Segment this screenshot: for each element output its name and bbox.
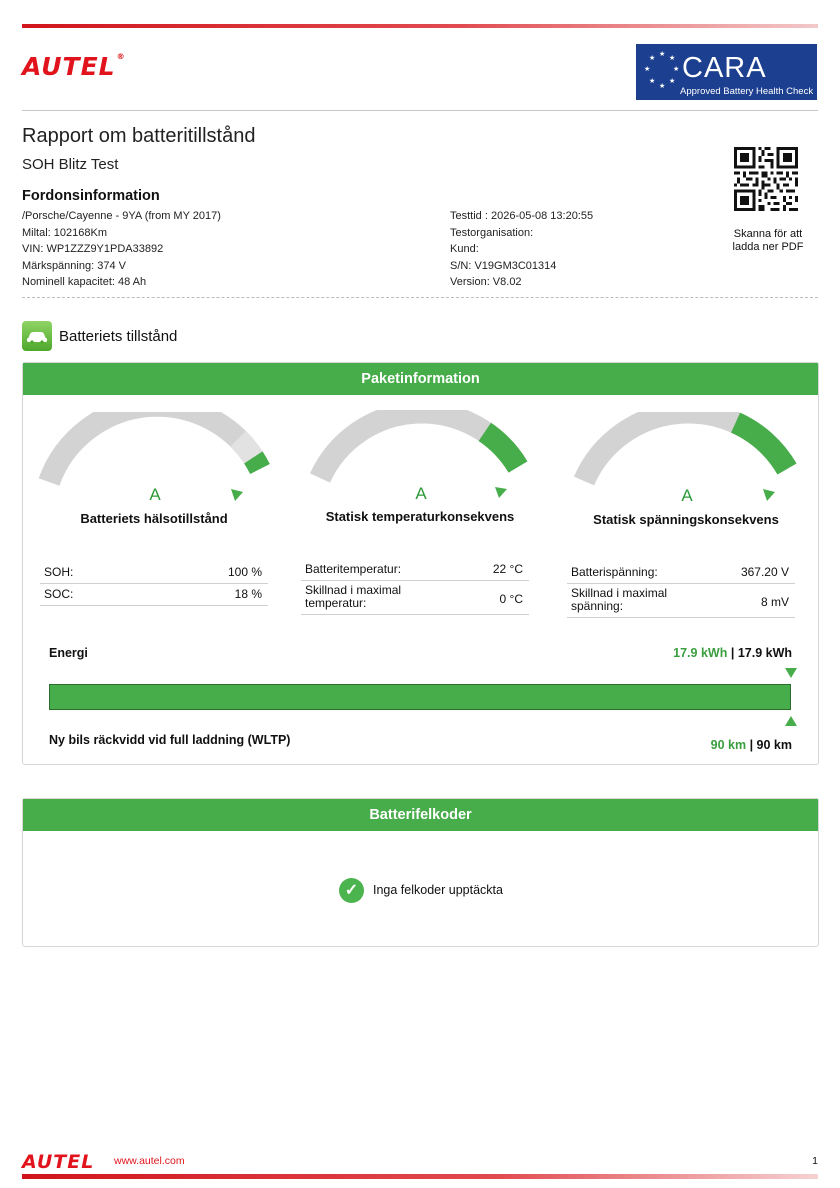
report-title: Rapport om batteritillstånd (22, 125, 256, 147)
row-key: Skillnad i maximal temperatur: (305, 583, 402, 610)
row-key: SOH: (44, 565, 74, 579)
qr-code-icon[interactable] (734, 147, 798, 211)
range-separator: | (749, 738, 754, 752)
gauge-grade-soh: A (149, 485, 161, 504)
check-circle-icon: ✓ (339, 878, 364, 903)
vehicle-vin: VIN: WP1ZZZ9Y1PDA33892 (22, 243, 164, 255)
top-accent-line (22, 24, 818, 28)
vehicle-mileage: Miltal: 102168Km (22, 226, 107, 239)
footer-url[interactable]: www.autel.com (114, 1155, 185, 1167)
table-row (567, 587, 795, 618)
test-organisation: Testorganisation: (450, 226, 534, 239)
row-value: 0 °C (499, 592, 523, 606)
vehicle-info-heading: Fordonsinformation (22, 188, 160, 204)
eu-stars-icon: ★ ★ ★ ★ ★ ★ ★ ★ (644, 51, 680, 90)
table-row (567, 565, 795, 584)
header-divider (22, 110, 818, 111)
row-key: Batterispänning: (571, 565, 658, 579)
car-battery-icon (22, 321, 52, 351)
footer-autel-logo: AUTEL (22, 1151, 95, 1173)
row-key: Skillnad i maximal spänning: (571, 586, 668, 613)
row-value: 18 % (234, 587, 262, 601)
serial-number: S/N: V19GM3C01314 (450, 259, 557, 272)
row-value: 22 °C (492, 562, 523, 576)
vehicle-rated-voltage: Märkspänning: 374 V (22, 259, 126, 272)
range-current: 90 km (710, 738, 747, 752)
row-value: 100 % (227, 565, 262, 579)
test-time: Testtid : 2026-05-08 13:20:55 (450, 210, 594, 222)
qr-caption: Skanna för att ladda ner PDF (732, 228, 804, 253)
software-version: Version: V8.02 (450, 276, 522, 288)
range-value (711, 738, 792, 752)
gauge-pointer-icon (763, 489, 775, 501)
bottom-accent-line (22, 1174, 818, 1179)
table-row (301, 562, 529, 581)
cara-title: CARA (682, 52, 767, 84)
fault-codes-header: Batterifelkoder (23, 799, 818, 831)
row-value: 367.20 V (740, 565, 789, 579)
customer: Kund: (450, 243, 479, 255)
section-divider (22, 297, 818, 298)
energy-bar-fill (50, 685, 790, 709)
cara-subtitle: Approved Battery Health Check (680, 86, 814, 97)
row-value: 8 mV (760, 595, 789, 609)
fault-codes-panel (22, 798, 819, 947)
autel-logo: AUTEL® (22, 52, 126, 81)
range-marker-icon (785, 716, 797, 726)
no-fault-message: Inga felkoder upptäckta (373, 883, 503, 897)
energy-current: 17.9 kWh (673, 646, 728, 660)
energy-marker-icon (785, 668, 797, 678)
energy-separator: | (730, 646, 735, 660)
table-row (40, 587, 268, 606)
report-subtitle: SOH Blitz Test (22, 156, 119, 173)
energy-label: Energi (49, 646, 88, 660)
gauge-grade-voltage: A (681, 486, 693, 505)
vehicle-info-right (450, 208, 593, 291)
cara-badge (636, 44, 817, 100)
package-info-header: Paketinformation (23, 363, 818, 395)
energy-value (673, 646, 792, 660)
energy-bar (49, 684, 791, 710)
gauge-grade-temperature: A (415, 484, 427, 503)
table-row (40, 565, 268, 584)
gauge-label-soh: Batteriets hälsotillstånd (80, 511, 228, 526)
table-row (301, 584, 529, 615)
gauge-label-temperature: Statisk temperaturkonsekvens (325, 509, 515, 524)
range-total: 90 km (756, 738, 792, 752)
vehicle-nominal-capacity: Nominell kapacitet: 48 Ah (22, 276, 147, 288)
gauge-label-voltage: Statisk spänningskonsekvens (593, 512, 779, 527)
vehicle-info-left (22, 208, 221, 291)
gauge-pointer-icon (231, 489, 243, 501)
vehicle-model: /Porsche/Cayenne - 9YA (from MY 2017) (22, 210, 221, 222)
energy-total: 17.9 kWh (737, 646, 792, 660)
row-key: Batteritemperatur: (305, 562, 402, 576)
page-number: 1 (812, 1155, 818, 1167)
range-label: Ny bils räckvidd vid full laddning (WLTP) (49, 733, 291, 747)
row-key: SOC: (44, 587, 74, 601)
battery-health-title: Batteriets tillstånd (59, 328, 178, 345)
gauge-pointer-icon (495, 487, 507, 498)
